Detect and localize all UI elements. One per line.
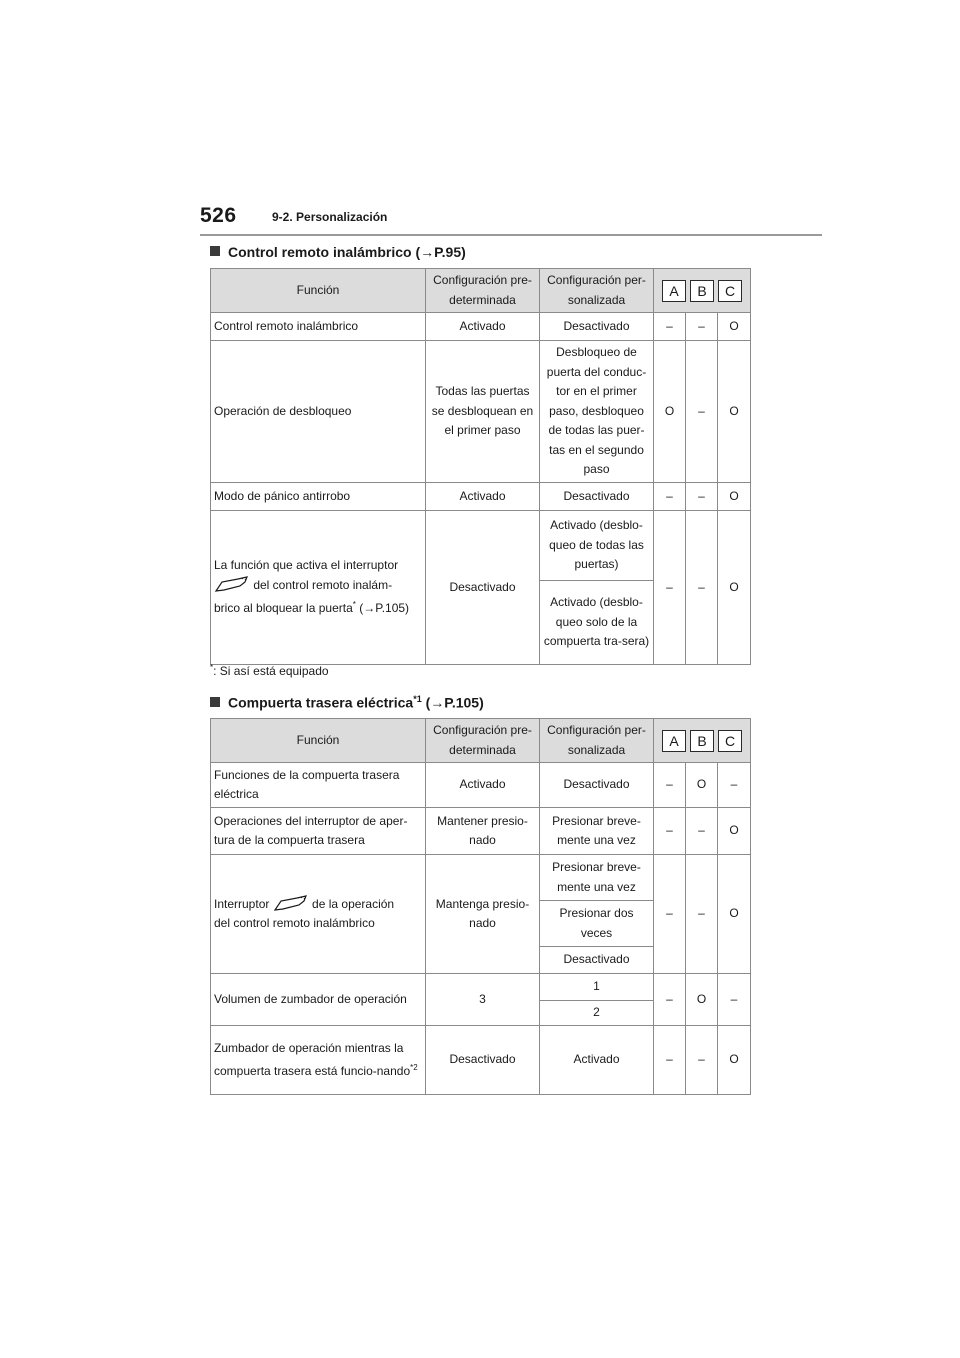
table-row: Modo de pánico antirrobo Activado Desactivado – – O [211,483,751,511]
header-rule [200,234,822,236]
table-row: Funciones de la compuerta trasera eléctrica Activado Desactivado – O – [211,763,751,808]
table-row: Zumbador de operación mientras la compuerta trasera está funcio-nando$^{*2}$ Desactivado Activado – – O [211,1026,751,1095]
table-row: Operaciones del interruptor de aper-tura de la compuerta trasera Mantener presio-nado Presionar breve-mente una vez – – O [211,808,751,855]
power-liftgate-table [210,718,751,1095]
function-cell-lock-trigger: La función que activa el interruptor del control remoto inalám- brico al bloquear la puerta* (→P.105) [211,511,426,665]
column-label-b: B [690,730,714,752]
column-label-a: A [662,730,686,752]
column-label-c: C [718,280,742,302]
column-header-abc [654,269,751,313]
table-row: La función que activa el interruptor del control remoto inalám- brico al bloquear la puerta* (→P.105) Desactivado Activado (desblo-queo de todas las puertas) – – O [211,511,751,581]
section-title-wireless-remote: Control remoto inalámbrico (→P.95) [210,244,466,260]
chapter-title: 9-2. Personalización [272,210,388,224]
arrow-icon: → [430,694,445,711]
remote-button-icon [273,895,309,913]
table-row: Presionar dos veces [211,901,751,947]
column-header-default: Configuración pre-determinada [426,269,540,313]
table-row: Activado (desblo-queo solo de la compuerta tra-sera) [211,581,751,665]
remote-button-icon [214,576,250,594]
column-label-c: C [718,730,742,752]
table-row: Desactivado [211,947,751,974]
page-header [200,204,822,234]
column-header-default: Configuración pre-determinada [426,719,540,763]
table-row: 2 [211,1001,751,1026]
section-title-power-liftgate: Compuerta trasera eléctrica$^{*1}$ (→P.105) [210,694,484,711]
table-row: Interruptor de la operación del control remoto inalámbrico Mantenga presio-nado Presionar breve-mente una vez – – O [211,855,751,901]
wireless-remote-table [210,268,751,665]
table-header-row [211,719,751,763]
arrow-icon: → [363,601,376,616]
page-number: 526 [200,204,237,227]
table-row: Volumen de zumbador de operación 3 1 – O – [211,974,751,1001]
column-label-b: B [690,280,714,302]
table-header-row [211,269,751,313]
column-header-abc [654,719,751,763]
section-bullet-icon [210,697,220,707]
table-row: Operación de desbloqueo Todas las puertas se desbloquean en el primer paso Desbloqueo de puerta del conduc-tor en el primer paso, desbloqueo de todas las puer-tas en el segundo paso O – O [211,341,751,483]
table-row: Control remoto inalámbrico Activado Desactivado – – O [211,313,751,341]
column-label-a: A [662,280,686,302]
footnote: *: Si así está equipado [210,663,329,678]
function-cell-remote-switch: Interruptor de la operación del control remoto inalámbrico [211,855,426,974]
column-header-custom: Configuración per-sonalizada [540,269,654,313]
arrow-icon: → [420,244,435,260]
section-bullet-icon [210,246,220,256]
column-header-function: Función [211,269,426,313]
column-header-custom: Configuración per-sonalizada [540,719,654,763]
column-header-function: Función [211,719,426,763]
